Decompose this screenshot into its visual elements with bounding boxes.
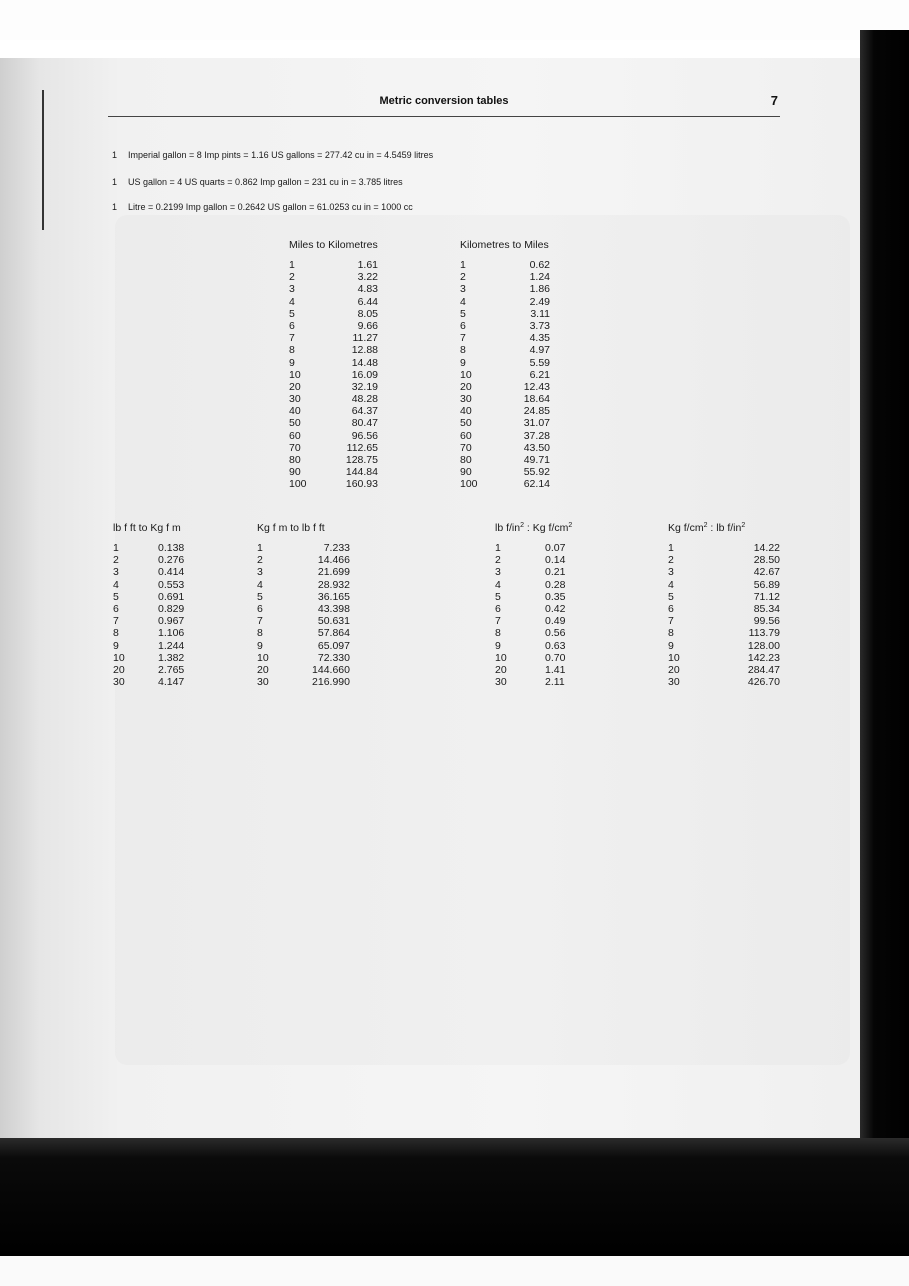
row-converted-value: 128.00 (747, 639, 780, 652)
kgfm-to-lbfft-table (257, 522, 357, 688)
row-input-value: 4 (257, 578, 263, 591)
table-row (460, 332, 560, 344)
table-row (495, 640, 615, 652)
row-converted-value: 0.691 (158, 590, 185, 603)
row-converted-value: 3.22 (357, 271, 378, 284)
row-converted-value: 0.70 (545, 651, 566, 664)
row-input-value: 2 (257, 554, 263, 567)
table-row (460, 369, 560, 381)
page-number: 7 (770, 93, 778, 108)
row-converted-value: 31.07 (523, 417, 550, 430)
table-row (495, 676, 615, 688)
row-input-value: 2 (289, 271, 295, 284)
row-input-value: 20 (289, 380, 301, 393)
scan-right-shadow (860, 30, 909, 1150)
scan-bottom-shadow (0, 1138, 909, 1258)
table-row (460, 442, 560, 454)
row-converted-value: 0.28 (545, 578, 566, 591)
table-row (668, 566, 788, 578)
row-converted-value: 14.466 (317, 554, 350, 567)
table-row (289, 393, 389, 405)
kgfcm2-to-lbfin2-table (668, 522, 788, 688)
row-converted-value: 0.56 (545, 627, 566, 640)
table-title: Kg $f/cm^2$ : lb $f/in^2$ (668, 522, 746, 534)
table-row (289, 308, 389, 320)
table-title: lb f ft to Kg f m (113, 522, 181, 534)
row-input-value: 60 (460, 429, 472, 442)
page-title: Metric conversion tables (379, 95, 509, 107)
table-row (495, 542, 615, 554)
table-row (289, 454, 389, 466)
row-input-value: 80 (289, 454, 301, 466)
row-converted-value: 0.07 (545, 542, 566, 554)
table-row (257, 615, 357, 627)
row-converted-value: 1.106 (158, 627, 185, 640)
row-input-value: 8 (460, 344, 466, 357)
row-converted-value: 3.11 (530, 307, 550, 320)
row-input-value: 80 (460, 454, 472, 466)
scan-bottom-margin (0, 1256, 909, 1286)
row-converted-value: 96.56 (351, 429, 378, 442)
row-converted-value: 0.553 (158, 578, 185, 591)
table-row (113, 676, 213, 688)
table-row (289, 405, 389, 417)
equivalence-line (112, 202, 413, 212)
row-input-value: 9 (495, 639, 501, 652)
row-input-value: 20 (257, 663, 269, 676)
row-converted-value: 14.48 (351, 356, 378, 369)
row-input-value: 2 (495, 554, 501, 567)
table-row (113, 591, 213, 603)
row-input-value: 30 (460, 393, 472, 406)
table-row (495, 591, 615, 603)
row-input-value: 9 (289, 356, 295, 369)
row-input-value: 5 (460, 307, 466, 320)
table-row (257, 579, 357, 591)
row-converted-value: 56.89 (753, 578, 780, 591)
row-input-value: 6 (495, 602, 501, 615)
row-input-value: 20 (668, 663, 680, 676)
row-converted-value: 21.699 (317, 566, 350, 579)
table-row (495, 615, 615, 627)
table-row (668, 652, 788, 664)
row-input-value: 4 (460, 295, 466, 308)
row-input-value: 30 (257, 676, 269, 689)
row-input-value: 4 (668, 578, 674, 591)
row-converted-value: 0.63 (545, 639, 566, 652)
table-row (495, 603, 615, 615)
table-row (460, 308, 560, 320)
table-row (460, 344, 560, 356)
table-row (257, 627, 357, 639)
row-converted-value: 37.28 (523, 429, 550, 442)
table-row (289, 430, 389, 442)
table-row (460, 405, 560, 417)
equivalence-text: US gallon = 4 US quarts = 0.862 Imp gallon = 231 cu in = 3.785 litres (128, 177, 403, 187)
table-row (289, 296, 389, 308)
row-input-value: 50 (289, 417, 301, 430)
table-row (113, 579, 213, 591)
row-input-value: 3 (113, 566, 119, 579)
table-row (289, 478, 389, 490)
table-row (460, 271, 560, 283)
lbfft-to-kgfm-table (113, 522, 213, 688)
row-input-value: 10 (113, 651, 125, 664)
table-row (460, 454, 560, 466)
table-row (257, 554, 357, 566)
row-converted-value: 0.21 (545, 566, 566, 579)
row-input-value: 4 (113, 578, 119, 591)
row-input-value: 5 (113, 590, 119, 603)
row-converted-value: 2.11 (545, 676, 565, 689)
row-input-value: 3 (495, 566, 501, 579)
table-title: lb $f/in^2$ : Kg $f/cm^2$ (495, 522, 573, 534)
table-row (257, 676, 357, 688)
row-input-value: 5 (495, 590, 501, 603)
table-row (289, 344, 389, 356)
table-row (113, 603, 213, 615)
row-converted-value: 0.276 (158, 554, 185, 567)
row-converted-value: 6.44 (357, 295, 378, 308)
table-row (668, 664, 788, 676)
row-converted-value: 113.79 (748, 627, 780, 640)
row-converted-value: 99.56 (753, 615, 780, 628)
row-input-value: 6 (113, 602, 119, 615)
row-input-value: 6 (460, 319, 466, 332)
row-input-value: 40 (289, 405, 301, 418)
table-row (289, 466, 389, 478)
row-input-value: 20 (460, 380, 472, 393)
row-converted-value: 85.34 (753, 602, 780, 615)
row-input-value: 10 (460, 368, 472, 381)
row-input-value: 5 (668, 590, 674, 603)
row-input-value: 9 (668, 639, 674, 652)
table-row (289, 417, 389, 429)
row-input-value: 1 (289, 259, 295, 271)
table-row (495, 652, 615, 664)
row-converted-value: 1.24 (529, 271, 550, 284)
table-row (113, 652, 213, 664)
row-input-value: 9 (113, 639, 119, 652)
row-input-value: 90 (289, 466, 301, 479)
row-converted-value: 1.41 (545, 663, 566, 676)
row-converted-value: 50.631 (317, 615, 350, 628)
row-converted-value: 36.165 (317, 590, 350, 603)
table-row (113, 615, 213, 627)
table-row (460, 283, 560, 295)
row-input-value: 4 (495, 578, 501, 591)
equivalence-text: Litre = 0.2199 Imp gallon = 0.2642 US gallon = 61.0253 cu in = 1000 cc (128, 202, 413, 212)
row-converted-value: 144.84 (345, 466, 378, 479)
row-input-value: 60 (289, 429, 301, 442)
row-converted-value: 7.233 (323, 542, 350, 554)
row-converted-value: 57.864 (317, 627, 350, 640)
row-input-value: 6 (257, 602, 263, 615)
row-converted-value: 1.244 (158, 639, 185, 652)
row-input-value: 8 (289, 344, 295, 357)
row-converted-value: 62.14 (523, 478, 550, 491)
table-row (289, 442, 389, 454)
row-converted-value: 284.47 (747, 663, 780, 676)
row-input-value: 50 (460, 417, 472, 430)
row-input-value: 3 (257, 566, 263, 579)
table-row (257, 664, 357, 676)
row-input-value: 10 (495, 651, 507, 664)
row-input-value: 3 (289, 283, 295, 296)
table-row (257, 566, 357, 578)
row-input-value: 100 (460, 478, 478, 491)
row-converted-value: 4.83 (357, 283, 378, 296)
row-converted-value: 49.71 (523, 454, 550, 466)
row-input-value: 7 (113, 615, 119, 628)
row-converted-value: 72.330 (317, 651, 350, 664)
row-input-value: 9 (257, 639, 263, 652)
equivalence-line (112, 177, 403, 187)
row-converted-value: 160.93 (345, 478, 378, 491)
row-input-value: 40 (460, 405, 472, 418)
row-input-value: 20 (495, 663, 507, 676)
row-converted-value: 0.414 (158, 566, 185, 579)
row-input-value: 2 (460, 271, 466, 284)
row-converted-value: 65.097 (317, 639, 350, 652)
table-row (289, 369, 389, 381)
row-converted-value: 28.932 (317, 578, 350, 591)
table-row (460, 259, 560, 271)
lbfin2-to-kgfcm2-table (495, 522, 615, 688)
row-converted-value: 6.21 (529, 368, 550, 381)
table-row (113, 640, 213, 652)
row-input-value: 1 (460, 259, 466, 271)
table-row (257, 652, 357, 664)
table-row (668, 579, 788, 591)
table-row (460, 417, 560, 429)
row-converted-value: 4.35 (529, 332, 550, 345)
table-row (113, 627, 213, 639)
row-input-value: 5 (257, 590, 263, 603)
row-converted-value: 71.12 (753, 590, 780, 603)
row-input-value: 10 (668, 651, 680, 664)
row-converted-value: 1.61 (357, 259, 378, 271)
row-converted-value: 24.85 (523, 405, 550, 418)
table-row (460, 320, 560, 332)
row-input-value: 30 (289, 393, 301, 406)
row-converted-value: 1.382 (158, 651, 185, 664)
row-input-value: 7 (257, 615, 263, 628)
row-input-value: 8 (668, 627, 674, 640)
row-converted-value: 8.05 (357, 307, 378, 320)
table-row (668, 627, 788, 639)
row-converted-value: 0.967 (158, 615, 185, 628)
row-converted-value: 55.92 (523, 466, 550, 479)
row-converted-value: 0.35 (545, 590, 566, 603)
row-converted-value: 5.59 (529, 356, 550, 369)
row-input-value: 30 (113, 676, 125, 689)
row-converted-value: 64.37 (351, 405, 378, 418)
row-input-value: 5 (289, 307, 295, 320)
equivalence-text: Imperial gallon = 8 Imp pints = 1.16 US gallons = 277.42 cu in = 4.5459 litres (128, 150, 434, 160)
table-row (460, 478, 560, 490)
table-title: Kg f m to lb f ft (257, 522, 325, 534)
table-row (495, 664, 615, 676)
table-row (257, 542, 357, 554)
table-row (113, 542, 213, 554)
row-input-value: 10 (289, 368, 301, 381)
table-row (495, 554, 615, 566)
row-converted-value: 112.65 (346, 441, 378, 454)
table-row (289, 271, 389, 283)
table-row (257, 603, 357, 615)
table-row (289, 381, 389, 393)
row-input-value: 8 (113, 627, 119, 640)
table-row (289, 357, 389, 369)
table-row (460, 393, 560, 405)
table-row (460, 296, 560, 308)
equivalence-number: 1 (112, 202, 118, 212)
table-row (460, 381, 560, 393)
equivalence-number: 1 (112, 177, 118, 187)
table-row (460, 466, 560, 478)
row-input-value: 8 (495, 627, 501, 640)
row-converted-value: 426.70 (747, 676, 780, 689)
table-row (668, 603, 788, 615)
table-row (113, 554, 213, 566)
row-converted-value: 43.398 (317, 602, 350, 615)
table-row (668, 676, 788, 688)
row-input-value: 7 (460, 332, 466, 345)
row-input-value: 1 (495, 542, 501, 554)
row-converted-value: 142.23 (747, 651, 780, 664)
row-input-value: 1 (257, 542, 263, 554)
row-converted-value: 0.49 (545, 615, 566, 628)
row-converted-value: 14.22 (753, 542, 780, 554)
km-to-miles-table (460, 239, 560, 491)
row-input-value: 7 (495, 615, 501, 628)
row-input-value: 7 (289, 332, 295, 345)
row-converted-value: 4.147 (158, 676, 185, 689)
row-converted-value: 12.88 (351, 344, 378, 357)
row-converted-value: 42.67 (753, 566, 780, 579)
row-converted-value: 18.64 (523, 393, 550, 406)
row-input-value: 7 (668, 615, 674, 628)
table-row (289, 259, 389, 271)
table-title: Kilometres to Miles (460, 239, 549, 251)
table-row (289, 320, 389, 332)
table-row (668, 542, 788, 554)
table-row (460, 357, 560, 369)
row-input-value: 6 (289, 319, 295, 332)
scan-top-margin (0, 0, 909, 40)
row-converted-value: 0.62 (529, 259, 550, 271)
table-row (460, 430, 560, 442)
row-input-value: 30 (495, 676, 507, 689)
table-row (495, 579, 615, 591)
table-row (257, 640, 357, 652)
page-header (108, 92, 780, 117)
table-row (289, 332, 389, 344)
row-input-value: 3 (668, 566, 674, 579)
table-row (113, 664, 213, 676)
row-converted-value: 16.09 (351, 368, 378, 381)
row-converted-value: 2.765 (158, 663, 185, 676)
row-converted-value: 48.28 (351, 393, 378, 406)
row-input-value: 70 (460, 441, 472, 454)
row-converted-value: 3.73 (529, 319, 550, 332)
equivalence-number: 1 (112, 150, 118, 160)
row-input-value: 100 (289, 478, 307, 491)
row-input-value: 8 (257, 627, 263, 640)
row-input-value: 6 (668, 602, 674, 615)
table-row (495, 566, 615, 578)
page-binding-edge (42, 90, 44, 230)
row-converted-value: 9.66 (357, 319, 378, 332)
row-converted-value: 12.43 (523, 380, 550, 393)
table-row (668, 554, 788, 566)
equivalence-line (112, 150, 433, 160)
row-input-value: 2 (113, 554, 119, 567)
row-converted-value: 11.27 (352, 332, 378, 345)
table-row (495, 627, 615, 639)
row-converted-value: 0.42 (545, 602, 566, 615)
row-converted-value: 1.86 (529, 283, 550, 296)
row-input-value: 4 (289, 295, 295, 308)
row-converted-value: 32.19 (351, 380, 378, 393)
row-input-value: 30 (668, 676, 680, 689)
row-input-value: 90 (460, 466, 472, 479)
table-row (289, 283, 389, 295)
row-input-value: 1 (668, 542, 674, 554)
table-row (668, 615, 788, 627)
miles-to-km-table (289, 239, 389, 491)
row-converted-value: 0.14 (545, 554, 566, 567)
row-input-value: 10 (257, 651, 269, 664)
row-converted-value: 80.47 (351, 417, 378, 430)
row-input-value: 20 (113, 663, 125, 676)
table-title: Miles to Kilometres (289, 239, 378, 251)
row-converted-value: 216.990 (312, 676, 350, 689)
row-input-value: 3 (460, 283, 466, 296)
row-converted-value: 2.49 (529, 295, 550, 308)
table-row (668, 591, 788, 603)
table-row (668, 640, 788, 652)
row-converted-value: 144.660 (312, 663, 350, 676)
row-converted-value: 128.75 (345, 454, 378, 466)
row-converted-value: 0.829 (158, 602, 185, 615)
row-converted-value: 28.50 (753, 554, 780, 567)
table-row (257, 591, 357, 603)
row-input-value: 2 (668, 554, 674, 567)
row-input-value: 70 (289, 441, 301, 454)
row-converted-value: 0.138 (158, 542, 185, 554)
row-input-value: 9 (460, 356, 466, 369)
row-input-value: 1 (113, 542, 119, 554)
row-converted-value: 4.97 (529, 344, 550, 357)
row-converted-value: 43.50 (523, 441, 550, 454)
table-row (113, 566, 213, 578)
